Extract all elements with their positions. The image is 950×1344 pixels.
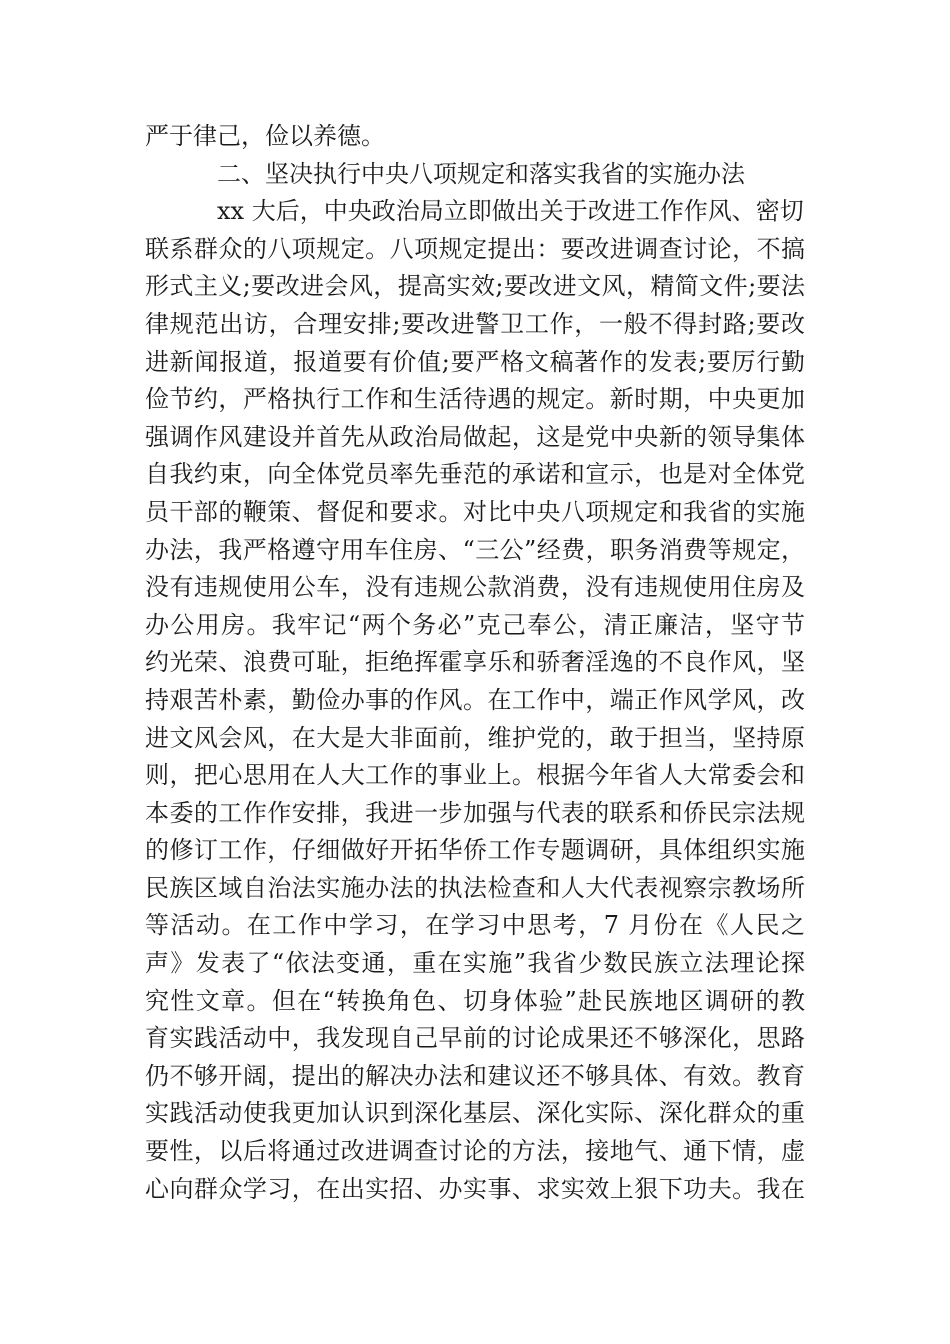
body-text: [145, 118, 805, 1208]
text-line: 实践活动使我更加认识到深化基层、深化实际、深化群众的重: [145, 1099, 805, 1128]
text-line: 强调作风建设并首先从政治局做起，这是党中央新的领导集体: [145, 422, 805, 451]
text-line: 约光荣、浪费可耻，拒绝挥霍享乐和骄奢淫逸的不良作风，坚: [145, 648, 805, 677]
text-line: 办公用房。我牢记“两个务必”克己奉公，清正廉洁，坚守节: [145, 610, 805, 639]
text-line: 民族区域自治法实施办法的执法检查和人大代表视察宗教场所: [145, 873, 805, 902]
text-line: 俭节约，严格执行工作和生活待遇的规定。新时期，中央更加: [145, 385, 805, 414]
text-line: 仍不够开阔，提出的解决办法和建议还不够具体、有效。教育: [145, 1061, 805, 1090]
text-line: 没有违规使用公车，没有违规公款消费，没有违规使用住房及: [145, 573, 805, 602]
text-line: 究性文章。但在“转换角色、切身体验”赴民族地区调研的教: [145, 986, 805, 1015]
text-line: xx 大后，中央政治局立即做出关于改进工作作风、密切: [217, 197, 804, 226]
text-line: 的修订工作，仔细做好开拓华侨工作专题调研，具体组织实施: [145, 836, 805, 865]
text-line: 员干部的鞭策、督促和要求。对比中央八项规定和我省的实施: [145, 497, 805, 526]
section-heading: 二、坚决执行中央八项规定和落实我省的实施办法: [217, 159, 745, 188]
text-line: 持艰苦朴素，勤俭办事的作风。在工作中，端正作风学风，改: [145, 685, 805, 714]
text-line: 心向群众学习，在出实招、办实事、求实效上狠下功夫。我在: [145, 1174, 805, 1203]
text-line: 声》发表了“依法变通，重在实施”我省少数民族立法理论探: [145, 949, 805, 978]
text-line: 等活动。在工作中学习，在学习中思考，7 月份在《人民之: [145, 911, 805, 940]
text-line: 进新闻报道，报道要有价值;要严格文稿著作的发表;要厉行勤: [145, 347, 805, 376]
text-line: 联系群众的八项规定。八项规定提出：要改进调查讨论，不搞: [145, 234, 805, 263]
text-line: 律规范出访，合理安排;要改进警卫工作，一般不得封路;要改: [145, 309, 805, 338]
text-line: 办法，我严格遵守用车住房、“三公”经费，职务消费等规定，: [145, 535, 805, 564]
text-line: 要性，以后将通过改进调查讨论的方法，接地气、通下情，虚: [145, 1137, 805, 1166]
text-line: 形式主义;要改进会风，提高实效;要改进文风，精简文件;要法: [145, 272, 805, 301]
text-line: 进文风会风，在大是大非面前，维护党的，敢于担当，坚持原: [145, 723, 805, 752]
text-line: 本委的工作作安排，我进一步加强与代表的联系和侨民宗法规: [145, 798, 805, 827]
text-line: 则，把心思用在人大工作的事业上。根据今年省人大常委会和: [145, 761, 805, 790]
text-line: 自我约束，向全体党员率先垂范的承诺和宣示，也是对全体党: [145, 460, 805, 489]
text-line: 严于律己，俭以养德。: [145, 122, 385, 150]
text-line: 育实践活动中，我发现自己早前的讨论成果还不够深化，思路: [145, 1024, 805, 1053]
